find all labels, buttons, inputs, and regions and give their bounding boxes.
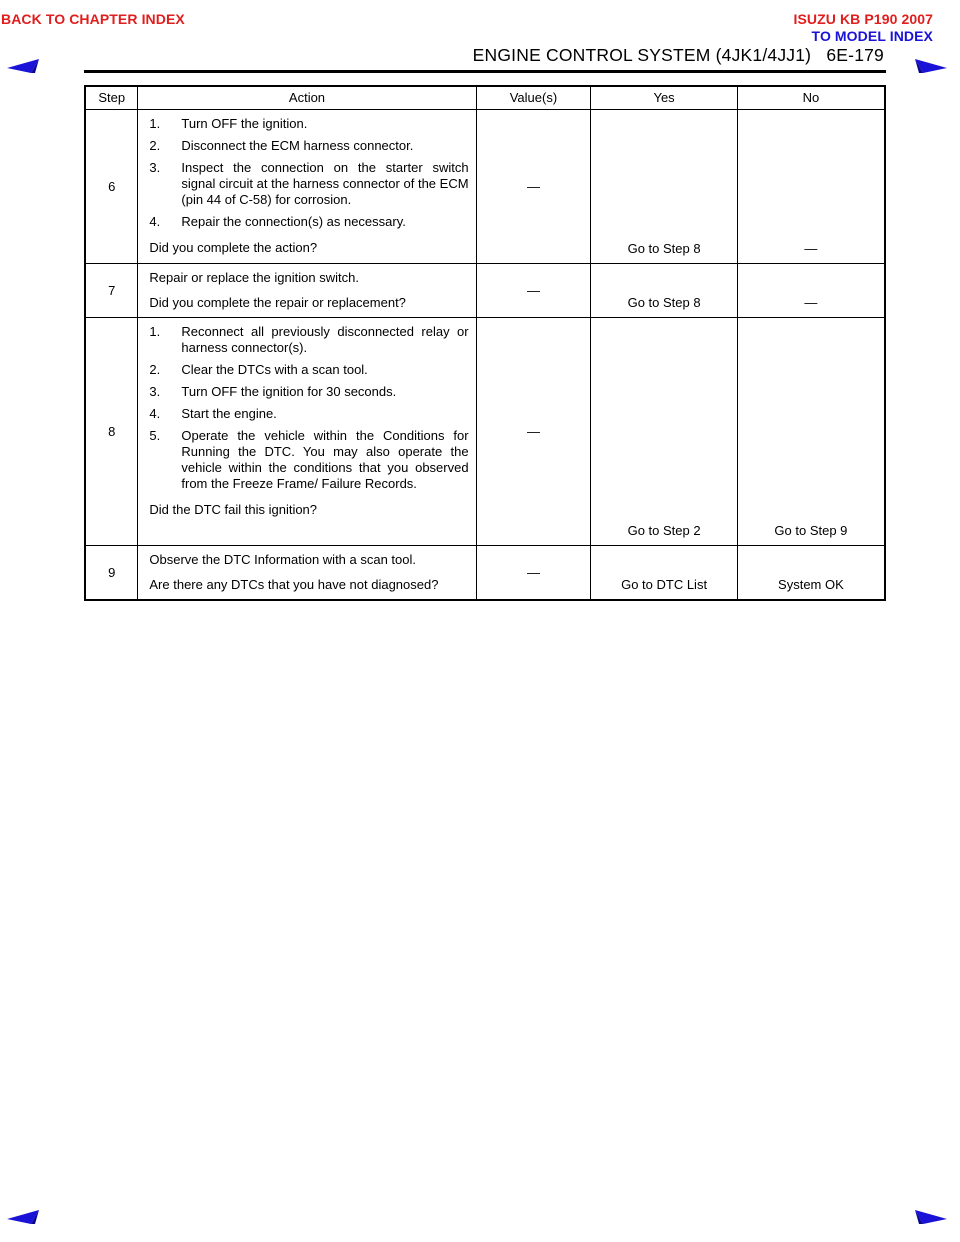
page-header-title: ENGINE CONTROL SYSTEM (4JK1/4JJ1) 6E-179 <box>472 45 884 65</box>
value-cell: — <box>476 110 591 264</box>
list-item: 1. Turn OFF the ignition. <box>149 116 308 131</box>
column-header-action: Action <box>138 86 476 110</box>
list-item: 2. Clear the DTCs with a scan tool. <box>149 362 368 377</box>
step-number: 9 <box>85 546 138 601</box>
list-item: 3. Inspect the connection on the starter switch signal circuit at the harness connector of the ECM (pin 44 of C-58) for corrosion. <box>149 160 469 207</box>
step-number: 6 <box>85 110 138 264</box>
to-model-index-link[interactable]: TO MODEL INDEX <box>811 28 933 44</box>
no-cell: — <box>737 264 885 318</box>
model-title: ISUZU KB P190 2007 <box>793 11 933 27</box>
list-item: 3. Turn OFF the ignition for 30 seconds. <box>149 384 397 399</box>
value-cell: — <box>476 264 591 318</box>
list-item: 5. Operate the vehicle within the Conditions for Running the DTC. You may also operate the vehicle within the conditions that you observed from the Freeze Frame/ Failure Records. <box>149 428 469 491</box>
column-header-values: Value(s) <box>476 86 591 110</box>
next-page-arrow-icon[interactable] <box>914 1208 948 1226</box>
action-question: Did you complete the action? <box>149 240 318 255</box>
action-cell <box>138 110 476 264</box>
next-page-arrow-icon[interactable] <box>914 57 948 75</box>
column-header-yes: Yes <box>591 86 738 110</box>
action-cell <box>138 318 476 546</box>
table-header-row <box>85 86 885 110</box>
yes-cell: Go to Step 8 <box>591 264 738 318</box>
list-item: 1. Reconnect all previously disconnected relay or harness connector(s). <box>149 324 469 355</box>
table-row <box>85 264 885 318</box>
list-item: 2. Disconnect the ECM harness connector. <box>149 138 414 153</box>
action-question: Are there any DTCs that you have not diagnosed? <box>149 577 439 592</box>
no-cell: — <box>737 110 885 264</box>
list-item: 4. Start the engine. <box>149 406 277 421</box>
step-number: 8 <box>85 318 138 546</box>
table-row <box>85 546 885 601</box>
action-cell <box>138 546 476 601</box>
column-header-no: No <box>737 86 885 110</box>
yes-cell: Go to Step 2 <box>591 318 738 546</box>
action-question: Did you complete the repair or replacement? <box>149 295 406 310</box>
previous-page-arrow-icon[interactable] <box>6 1208 40 1226</box>
back-to-chapter-index-link[interactable]: BACK TO CHAPTER INDEX <box>1 11 185 27</box>
value-cell: — <box>476 318 591 546</box>
yes-cell: Go to Step 8 <box>591 110 738 264</box>
no-cell: System OK <box>737 546 885 601</box>
action-question: Did the DTC fail this ignition? <box>149 502 318 517</box>
header-divider <box>84 70 886 73</box>
previous-page-arrow-icon[interactable] <box>6 57 40 75</box>
diagnostic-table <box>84 85 886 601</box>
no-cell: Go to Step 9 <box>737 318 885 546</box>
action-text: Repair or replace the ignition switch. <box>149 270 359 285</box>
column-header-step: Step <box>85 86 138 110</box>
value-cell: — <box>476 546 591 601</box>
table-row <box>85 318 885 546</box>
table-row <box>85 110 885 264</box>
list-item: 4. Repair the connection(s) as necessary. <box>149 214 406 229</box>
yes-cell: Go to DTC List <box>591 546 738 601</box>
action-cell <box>138 264 476 318</box>
step-number: 7 <box>85 264 138 318</box>
action-text: Observe the DTC Information with a scan tool. <box>149 552 417 567</box>
